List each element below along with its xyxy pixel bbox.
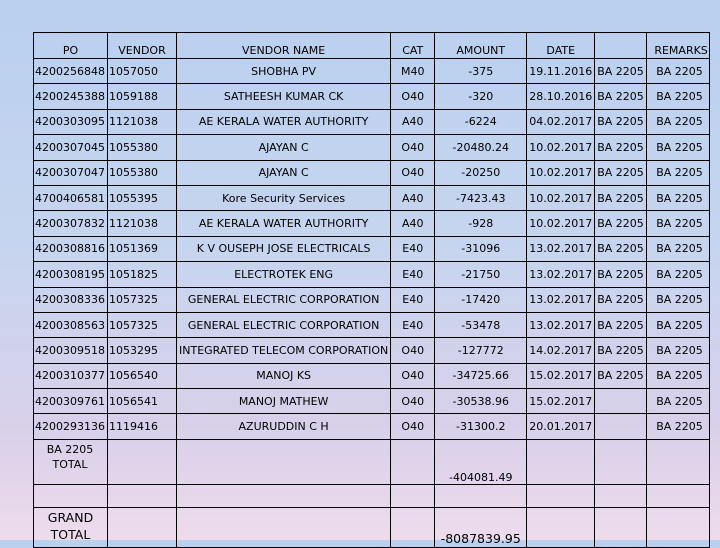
vendor-cell: 1055380: [108, 160, 177, 185]
empty-cell: [108, 507, 177, 547]
header-date: DATE: [527, 33, 595, 59]
po-cell: 4200245388: [34, 84, 108, 109]
amount-cell: -7423.43: [435, 185, 527, 210]
po-cell: 4200309518: [34, 338, 108, 363]
remarks-cell: BA 2205: [646, 389, 709, 414]
ba-cell: BA 2205: [595, 160, 647, 185]
table-row: [34, 287, 710, 312]
cat-cell: O40: [391, 338, 435, 363]
po-table: [33, 32, 710, 548]
vendor-name-cell: Kore Security Services: [177, 185, 391, 210]
date-cell: 13.02.2017: [527, 262, 595, 287]
table-row: [34, 262, 710, 287]
amount-cell: -21750: [435, 262, 527, 287]
empty-cell: [391, 507, 435, 547]
date-cell: 19.11.2016: [527, 59, 595, 84]
table-row: [34, 312, 710, 337]
amount-cell: -928: [435, 211, 527, 236]
empty-cell: [527, 507, 595, 547]
vendor-cell: 1057325: [108, 287, 177, 312]
empty-cell: [527, 484, 595, 507]
ba-cell: BA 2205: [595, 211, 647, 236]
vendor-name-cell: GENERAL ELECTRIC CORPORATION: [177, 287, 391, 312]
remarks-cell: BA 2205: [646, 363, 709, 388]
vendor-cell: 1059188: [108, 84, 177, 109]
po-cell: 4200303095: [34, 109, 108, 134]
po-cell: 4200307047: [34, 160, 108, 185]
date-cell: 20.01.2017: [527, 414, 595, 439]
table-row: [34, 84, 710, 109]
remarks-cell: BA 2205: [646, 59, 709, 84]
amount-cell: -375: [435, 59, 527, 84]
amount-cell: -17420: [435, 287, 527, 312]
date-cell: 10.02.2017: [527, 211, 595, 236]
header-po: PO: [34, 33, 108, 59]
grand-total-row: [34, 507, 710, 547]
remarks-cell: BA 2205: [646, 338, 709, 363]
vendor-name-cell: GENERAL ELECTRIC CORPORATION: [177, 312, 391, 337]
empty-cell: [177, 439, 391, 484]
ba-cell: BA 2205: [595, 84, 647, 109]
header-amount: AMOUNT: [435, 33, 527, 59]
remarks-cell: BA 2205: [646, 135, 709, 160]
amount-cell: -53478: [435, 312, 527, 337]
table-row: [34, 109, 710, 134]
remarks-cell: BA 2205: [646, 185, 709, 210]
po-cell: 4200310377: [34, 363, 108, 388]
header-row: [34, 33, 710, 59]
ba-cell: [595, 414, 647, 439]
remarks-cell: BA 2205: [646, 414, 709, 439]
empty-cell: [177, 484, 391, 507]
vendor-name-cell: MANOJ MATHEW: [177, 389, 391, 414]
empty-cell: [391, 484, 435, 507]
subtotal-label-line1: BA 2205: [46, 442, 94, 456]
cat-cell: A40: [391, 109, 435, 134]
empty-cell: [595, 484, 647, 507]
amount-cell: -30538.96: [435, 389, 527, 414]
ba-cell: BA 2205: [595, 185, 647, 210]
table-row: [34, 160, 710, 185]
cat-cell: E40: [391, 312, 435, 337]
ba-cell: BA 2205: [595, 287, 647, 312]
spacer-row: [34, 484, 710, 507]
amount-cell: -20250: [435, 160, 527, 185]
date-cell: 14.02.2017: [527, 338, 595, 363]
subtotal-label: [34, 439, 108, 484]
amount-cell: -31096: [435, 236, 527, 261]
date-cell: 10.02.2017: [527, 185, 595, 210]
header-vendor-name: VENDOR NAME: [177, 33, 391, 59]
ba-cell: [595, 389, 647, 414]
po-cell: 4200308816: [34, 236, 108, 261]
table-row: [34, 185, 710, 210]
cat-cell: O40: [391, 84, 435, 109]
po-cell: 4200307045: [34, 135, 108, 160]
empty-cell: [435, 484, 527, 507]
date-cell: 13.02.2017: [527, 312, 595, 337]
po-cell: 4200308563: [34, 312, 108, 337]
empty-cell: [391, 439, 435, 484]
date-cell: 04.02.2017: [527, 109, 595, 134]
amount-cell: -320: [435, 84, 527, 109]
po-cell: 4700406581: [34, 185, 108, 210]
vendor-name-cell: AZURUDDIN C H: [177, 414, 391, 439]
ba-cell: BA 2205: [595, 338, 647, 363]
vendor-name-cell: MANOJ KS: [177, 363, 391, 388]
vendor-cell: 1057325: [108, 312, 177, 337]
vendor-name-cell: K V OUSEPH JOSE ELECTRICALS: [177, 236, 391, 261]
ba-cell: BA 2205: [595, 59, 647, 84]
date-cell: 15.02.2017: [527, 363, 595, 388]
remarks-cell: BA 2205: [646, 160, 709, 185]
date-cell: 13.02.2017: [527, 236, 595, 261]
vendor-name-cell: INTEGRATED TELECOM CORPORATION: [177, 338, 391, 363]
grand-total-label: [34, 507, 108, 547]
po-cell: 4200307832: [34, 211, 108, 236]
empty-cell: [595, 439, 647, 484]
date-cell: 28.10.2016: [527, 84, 595, 109]
ba-cell: BA 2205: [595, 109, 647, 134]
remarks-cell: BA 2205: [646, 262, 709, 287]
remarks-cell: BA 2205: [646, 312, 709, 337]
vendor-cell: 1051369: [108, 236, 177, 261]
vendor-name-cell: AE KERALA WATER AUTHORITY: [177, 211, 391, 236]
empty-cell: [34, 484, 108, 507]
cat-cell: O40: [391, 363, 435, 388]
po-cell: 4200309761: [34, 389, 108, 414]
vendor-cell: 1055380: [108, 135, 177, 160]
table-row: [34, 135, 710, 160]
cat-cell: M40: [391, 59, 435, 84]
vendor-name-cell: SHOBHA PV: [177, 59, 391, 84]
empty-cell: [646, 507, 709, 547]
vendor-name-cell: AJAYAN C: [177, 135, 391, 160]
cat-cell: O40: [391, 135, 435, 160]
empty-cell: [108, 439, 177, 484]
remarks-cell: BA 2205: [646, 287, 709, 312]
vendor-cell: 1121038: [108, 211, 177, 236]
vendor-cell: 1057050: [108, 59, 177, 84]
cat-cell: A40: [391, 211, 435, 236]
ba-cell: BA 2205: [595, 363, 647, 388]
cat-cell: O40: [391, 389, 435, 414]
cat-cell: A40: [391, 185, 435, 210]
po-cell: 4200256848: [34, 59, 108, 84]
empty-cell: [595, 507, 647, 547]
subtotal-label-line2: TOTAL: [52, 457, 88, 471]
table-row: [34, 211, 710, 236]
grand-total-label-line2: TOTAL: [50, 526, 91, 542]
vendor-cell: 1051825: [108, 262, 177, 287]
vendor-cell: 1056540: [108, 363, 177, 388]
vendor-cell: 1056541: [108, 389, 177, 414]
amount-cell: -6224: [435, 109, 527, 134]
table-row: [34, 59, 710, 84]
ba-cell: BA 2205: [595, 135, 647, 160]
header-blank: [595, 33, 647, 59]
grand-total-label-line1: GRAND: [47, 509, 94, 525]
vendor-name-cell: SATHEESH KUMAR CK: [177, 84, 391, 109]
ba-cell: BA 2205: [595, 262, 647, 287]
header-remarks: REMARKS: [646, 33, 709, 59]
remarks-cell: BA 2205: [646, 211, 709, 236]
vendor-name-cell: ELECTROTEK ENG: [177, 262, 391, 287]
date-cell: 15.02.2017: [527, 389, 595, 414]
vendor-cell: 1053295: [108, 338, 177, 363]
vendor-cell: 1119416: [108, 414, 177, 439]
ba-cell: BA 2205: [595, 236, 647, 261]
empty-cell: [108, 484, 177, 507]
ba-cell: BA 2205: [595, 312, 647, 337]
header-cat: CAT: [391, 33, 435, 59]
po-cell: 4200293136: [34, 414, 108, 439]
table-row: [34, 236, 710, 261]
remarks-cell: BA 2205: [646, 109, 709, 134]
date-cell: 10.02.2017: [527, 135, 595, 160]
po-cell: 4200308195: [34, 262, 108, 287]
cat-cell: O40: [391, 160, 435, 185]
empty-cell: [646, 439, 709, 484]
vendor-name-cell: AJAYAN C: [177, 160, 391, 185]
grand-total-amount: -8087839.95: [435, 507, 527, 547]
amount-cell: -127772: [435, 338, 527, 363]
vendor-name-cell: AE KERALA WATER AUTHORITY: [177, 109, 391, 134]
table-row: [34, 338, 710, 363]
subtotal-amount: -404081.49: [435, 439, 527, 484]
vendor-cell: 1121038: [108, 109, 177, 134]
header-vendor: VENDOR: [108, 33, 177, 59]
date-cell: 10.02.2017: [527, 160, 595, 185]
po-cell: 4200308336: [34, 287, 108, 312]
empty-cell: [177, 507, 391, 547]
table-row: [34, 389, 710, 414]
cat-cell: O40: [391, 414, 435, 439]
table-row: [34, 363, 710, 388]
remarks-cell: BA 2205: [646, 84, 709, 109]
cat-cell: E40: [391, 236, 435, 261]
cat-cell: E40: [391, 287, 435, 312]
amount-cell: -20480.24: [435, 135, 527, 160]
amount-cell: -34725.66: [435, 363, 527, 388]
amount-cell: -31300.2: [435, 414, 527, 439]
subtotal-row: [34, 439, 710, 484]
remarks-cell: BA 2205: [646, 236, 709, 261]
vendor-cell: 1055395: [108, 185, 177, 210]
table-row: [34, 414, 710, 439]
empty-cell: [646, 484, 709, 507]
cat-cell: E40: [391, 262, 435, 287]
date-cell: 13.02.2017: [527, 287, 595, 312]
empty-cell: [527, 439, 595, 484]
